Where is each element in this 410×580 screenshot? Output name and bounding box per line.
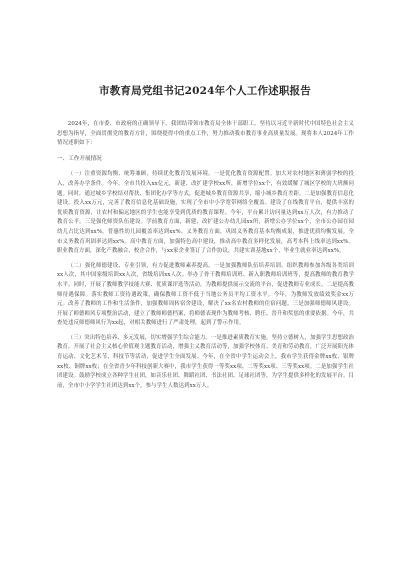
document-title: 市教育局党组书记2024年个人工作述职报告 [99, 85, 311, 97]
document-body [57, 120, 354, 396]
section-heading: 一、工作开展情况 [57, 155, 102, 162]
body-paragraph: （一）注重资源均衡、统筹兼顾，持续优化教育发展环境。一是优化教育资源配置。加大对农村地区和薄弱学校的投入，改善办学条件。今年，全市共投入xx亿元，新建、改扩建学校xx所，新增学位xx个，有效缓解了城区学校的大班额问题。同时，通过城乡学校结对帮扶、集团化办学等方式，促进城乡教育资源共享，缩小城乡教育差距。二是加强教育信息化建设。投入xx万元，完善了教育信息化基础设施，实现了全市中小学宽带网络全覆盖。建设了在线教育平台，提供丰富的优质教育资源，让农村和偏远地区的学生也能享受到优质的教育课程。今年，平台累计访问量达到xx万人次，有力推动了教育公平。三是强化师资队伍建设。学前教育方面，新建、改扩建公办幼儿园xx所，新增公办学位xx个，全市公办园在园幼儿占比达到xx%，普惠性幼儿园覆盖率达到xx%。义务教育方面，巩固义务教育基本均衡成果，推进优质均衡发展。全市义务教育巩固率达到xx%。高中教育方面，加强特色高中建设，推动高中教育多样化发展，高考本科上线率达到xx%。职业教育方面，深化产教融合、校企合作，与xx家企业签订了合作协议，共建实训基地xx个，毕业生就业率达到xx%。 [57, 171, 354, 255]
intro-paragraph: 2024年，在市委、市政府的正确领导下，我团结带领市教育局全体干部职工，坚持以习近平新时代中国特色社会主义思想为指导，全面贯彻党的教育方针，围绕提得中的重点工作，努力推动我市教育事业高质量发展。现将本人2024年工作情况述职如下： [57, 121, 354, 147]
body-paragraph: （三）突出特色培养、多元发展，切实增强学生综合能力。一是推进素质教育实施。坚持立德树人，加强学生思想政治教育，开展了社会主义核心价值观主题教育活动，增强主义教育活动等，加强学校体育、美育和劳动教育，广泛开展阳光体育运动、文化艺术节、科技节等活动，促进学生全面发展。今年，在全省中学生运动会上，我市学生获得金牌xx枚、银牌xx枚、铜牌xx枚；在全省青少年科技创新大赛中，我市学生获得一等奖xx项、二等奖xx项、三等奖xx项。二是加强学生社团建设。鼓励学校成立各种学生社团，如音乐社团、舞蹈社团、书法社团、足球社团等，为学生提供多样化的发展平台。目前，全市中小学学生社团达到xx个，参与学生人数达到xx万人。 [57, 334, 354, 389]
body-paragraph: （二）强化师德建设、专业引领，有力促进教师素养提高。一是加强教师队伍培养培训。组织教师参加各级各类培训xx人次，其中国家级培训xx人次，省级培训xx人次。举办了骨干教师培训班、新入职教师培训班等，提高教师的教育教学水平。同时，开展了教师教学技能大赛、优质课评选等活动，为教师提供展示交流的平台，促进教师专业成长。二是提高教师待遇保障。落实教师工资待遇政策，确保教师工资不低于当地公务员平均工资水平。今年，为教师发放绩效奖金xx万元。改善了教师的工作和生活条件，加强教师周转宿舍建设，解决了xx名农村教师的住宿问题。三是加强师德师风建设。开展了师德师风专项整治活动，建立了教师师德档案，将师德表现作为教师考核、聘任、晋升和奖惩的重要依据。今年，共查处违反师德师风行为xx起，对相关教师进行了严肃处理，起到了警示作用。 [57, 262, 354, 327]
